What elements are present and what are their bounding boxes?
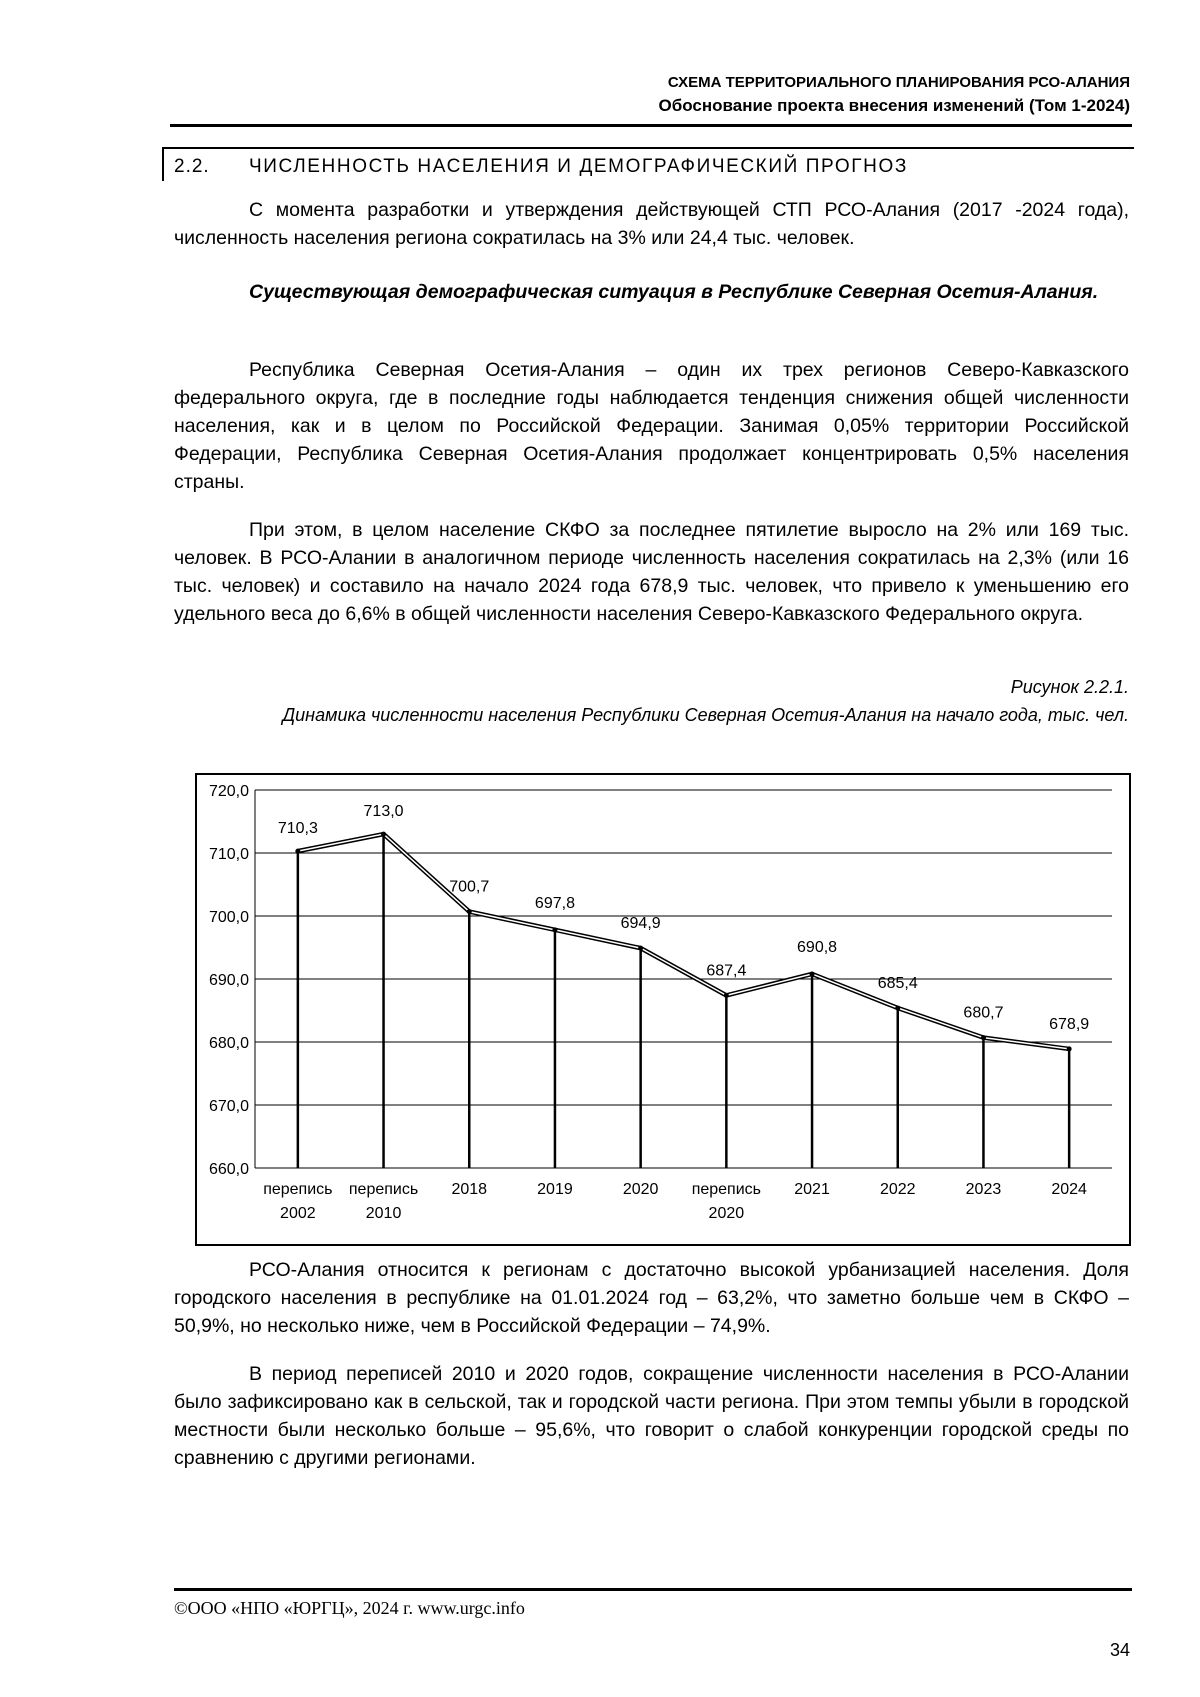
section-title: ЧИСЛЕННОСТЬ НАСЕЛЕНИЯ И ДЕМОГРАФИЧЕСКИЙ ПРОГНОЗ: [249, 156, 908, 177]
x-tick-label: 2019: [537, 1181, 573, 1198]
x-tick-label: 2018: [451, 1181, 488, 1198]
data-point: [724, 993, 729, 998]
paragraph-5: В период переписей 2010 и 2020 годов, сокращение численности населения в РСО-Алании было зафиксировано как в сельской, так и городской части региона. При этом темпы убыли в городской местности были несколько больше – 95,6%, что говорит о слабой конкуренции городской среды по сравнению с другими регионами.: [174, 1363, 1129, 1469]
paragraph-1: С момента разработки и утверждения действующей СТП РСО-Алания (2017 -2024 года), численность населения региона сократилась на 3% или 24,4 тыс. человек.: [174, 199, 1129, 249]
x-tick-label: перепись: [691, 1181, 761, 1198]
y-tick-label: 670,0: [208, 1098, 249, 1115]
figure-caption: Динамика численности населения Республики Северная Осетия-Алания на начало года, тыс. чел.: [282, 705, 1129, 725]
data-point: [381, 832, 386, 837]
x-tick-label: 2002: [280, 1205, 316, 1222]
data-label: 700,7: [449, 878, 490, 896]
data-point: [981, 1035, 986, 1040]
data-label: 685,4: [877, 974, 918, 992]
section-number: 2.2.: [174, 156, 210, 177]
section-heading: [162, 147, 1134, 181]
series-line-inner: [298, 834, 1069, 1049]
data-label: 697,8: [534, 894, 575, 912]
data-point: [552, 927, 557, 932]
y-tick-label: 680,0: [208, 1035, 249, 1052]
data-label: 680,7: [963, 1004, 1004, 1022]
x-tick-label: 2020: [622, 1181, 659, 1198]
y-tick-label: 720,0: [208, 783, 249, 800]
data-label: 678,9: [1049, 1015, 1090, 1033]
header-line-1: СХЕМА ТЕРРИТОРИАЛЬНОГО ПЛАНИРОВАНИЯ РСО-АЛАНИЯ: [667, 74, 1130, 91]
series-line: [298, 834, 1069, 1049]
data-point: [1067, 1046, 1072, 1051]
y-tick-label: 700,0: [208, 909, 249, 926]
data-label: 710,3: [277, 820, 318, 838]
data-label: 690,8: [797, 938, 838, 956]
paragraph-2: Республика Северная Осетия-Алания – один их трех регионов Северо-Кавказского федерального округа, где в последние годы наблюдается тенденция снижения общей численности населения, как и в целом по Российской Федерации. Занимая 0,05% территории Российской Федерации, Республика Северная Осетия-Алания продолжает концентрировать 0,5% населения страны.: [174, 359, 1129, 493]
y-tick-label: 710,0: [208, 846, 249, 863]
footer-copyright: ©ООО «НПО «ЮРГЦ», 2024 г. www.urgc.info: [174, 1598, 525, 1618]
page-number: 34: [1109, 1640, 1130, 1660]
x-tick-label: 2023: [965, 1181, 1002, 1198]
subheading: Существующая демографическая ситуация в Республике Северная Осетия-Алания.: [249, 281, 1099, 303]
data-label: 694,9: [620, 915, 661, 933]
x-tick-label: 2020: [708, 1205, 745, 1222]
chart-svg: [197, 775, 1129, 1244]
data-point: [810, 971, 815, 976]
header-line-2: Обоснование проекта внесения изменений (Том 1-2024): [658, 96, 1130, 115]
y-tick-label: 690,0: [208, 972, 249, 989]
figure-label: Рисунок 2.2.1.: [1010, 677, 1129, 697]
y-tick-label: 660,0: [208, 1161, 249, 1178]
paragraph-3: При этом, в целом население СКФО за последнее пятилетие выросло на 2% или 169 тыс. человек. В РСО-Алании в аналогичном периоде численность населения сократилась на 2,3% (или 16 тыс. человек) и составило на начало 2024 года 678,9 тыс. человек, что привело к уменьшению его удельного веса до 6,6% в общей численности населения Северо-Кавказского Федерального округа.: [174, 519, 1129, 625]
data-point: [295, 849, 300, 854]
data-label: 713,0: [363, 803, 404, 821]
paragraph-4: РСО-Алания относится к регионам с достаточно высокой урбанизацией населения. Доля городского населения в республике на 01.01.2024 год – 63,2%, что заметно больше чем в СКФО – 50,9%, но несколько ниже, чем в Российской Федерации – 74,9%.: [174, 1259, 1129, 1337]
data-point: [638, 946, 643, 951]
footer-rule: [174, 1588, 1132, 1591]
x-tick-label: перепись: [348, 1181, 419, 1198]
x-tick-label: 2022: [879, 1181, 916, 1198]
header-rule: [170, 124, 1132, 127]
page-header: [170, 72, 1130, 118]
x-tick-label: перепись: [263, 1181, 333, 1198]
data-point: [895, 1005, 900, 1010]
x-tick-label: 2021: [794, 1181, 830, 1198]
population-chart: [195, 773, 1131, 1246]
x-tick-label: 2010: [365, 1205, 402, 1222]
data-label: 687,4: [706, 962, 747, 980]
x-tick-label: 2024: [1051, 1181, 1087, 1198]
data-point: [467, 909, 472, 914]
